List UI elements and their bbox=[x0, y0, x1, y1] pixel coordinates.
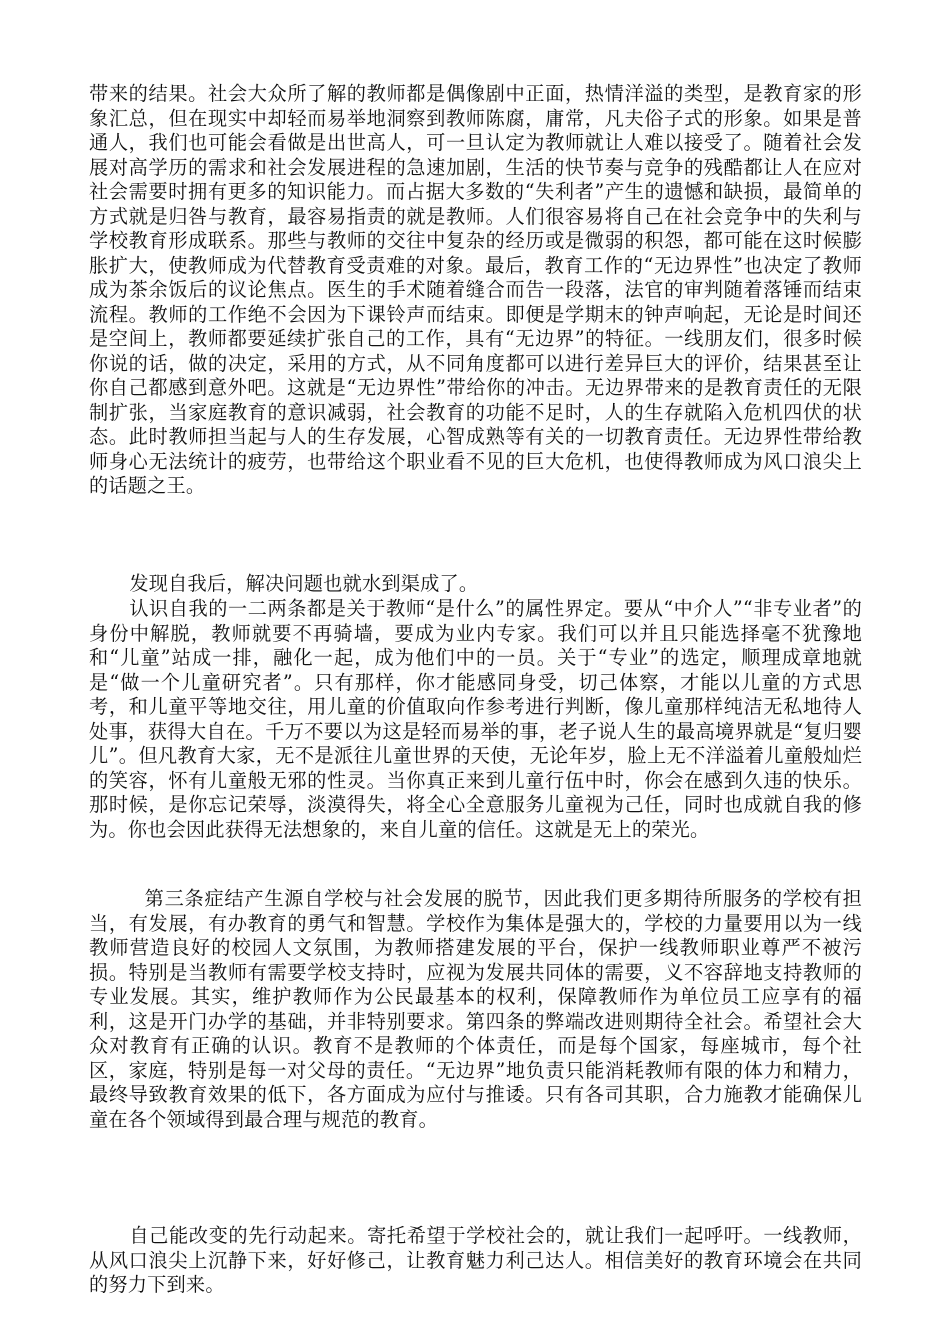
paragraph-child-researcher: 认识自我的一二两条都是关于教师“是什么”的属性界定。要从“中介人”“非专业者”的身份中解脱，教师就要不再骑墙，要成为业内专家。我们可以并且只能选择毫不犹豫地和“儿童”站成一排，融化一起，成为他们中的一员。关于“专业”的选定，顺理成章地就是“做一个儿童研究者”。只有那样，你才能感同身受，切己体察，才能以儿童的方式思考，和儿童平等地交往，用儿童的价值取向作参考进行判断，像儿童那样纯洁无私地待人处事，获得大自在。千万不要以为这是轻而易举的事，老子说人生的最高境界就是“复归婴儿”。但凡教育大家，无不是派往儿童世界的天使，无论年岁，脸上无不洋溢着儿童般灿烂的笑容，怀有儿童般无邪的性灵。当你真正来到儿童行伍中时，你会在感到久违的快乐。那时候，是你忘记荣辱，淡漠得失，将全心全意服务儿童视为己任，同时也成就自我的修为。你也会因此获得无法想象的，来自儿童的信任。这就是无上的荣光。 bbox=[89, 597, 862, 841]
paragraph-school-and-society: 第三条症结产生源自学校与社会发展的脱节，因此我们更多期待所服务的学校有担当，有发展，有办教育的勇气和智慧。学校作为集体是强大的，学校的力量要用以为一线教师营造良好的校园人文氛围，为教师搭建发展的平台，保护一线教师职业尊严不被污损。特别是当教师有需要学校支持时，应视为发展共同体的需要，义不容辞地支持教师的专业发展。其实，维护教师作为公民最基本的权利，保障教师作为单位员工应享有的福利，这是开门办学的基础，并非特别要求。第四条的弊端改进则期待全社会。希望社会大众对教育有正确的认识。教育不是教师的个体责任，而是每个国家，每座城市，每个社区，家庭，特别是每一对父母的责任。“无边界”地负责只能消耗教师有限的体力和精力，最终导致教育效果的低下，各方面成为应付与推诿。只有各司其职，合力施教才能确保儿童在各个领域得到最合理与规范的教育。 bbox=[89, 887, 862, 1131]
paragraph-self-discovery: 发现自我后，解决问题也就水到渠成了。 bbox=[129, 572, 479, 595]
document-page bbox=[89, 82, 862, 1323]
paragraph-boundless-nature: 带来的结果。社会大众所了解的教师都是偶像剧中正面，热情洋溢的类型，是教育家的形象汇总，但在现实中却轻而易举地洞察到教师陈腐，庸常，凡夫俗子式的形象。如果是普通人，我们也可能会看做是出世高人，可一旦认定为教师就让人难以接受了。随着社会发展对高学历的需求和社会发展进程的急速加剧，生活的快节奏与竞争的残酷都让人在应对社会需要时拥有更多的知识能力。而占据大多数的“失利者”产生的遗憾和缺损，最简单的方式就是归咎与教育，最容易指责的就是教师。人们很容易将自己在社会竞争中的失利与学校教育形成联系。那些与教师的交往中复杂的经历或是微弱的积怨，都可能在这时候膨胀扩大，使教师成为代替教育受责难的对象。最后，教育工作的“无边界性”也决定了教师成为茶余饭后的议论焦点。医生的手术随着缝合而告一段落，法官的审判随着落锤而结束流程。教师的工作绝不会因为下课铃声而结束。即便是学期末的钟声响起，无论是时间还是空间上，教师都要延续扩张自己的工作，具有“无边界”的特征。一线朋友们，很多时候你说的话，做的决定，采用的方式，从不同角度都可以进行差异巨大的评价，结果甚至让你自己都感到意外吧。这就是“无边界性”带给你的冲击。无边界带来的是教育责任的无限制扩张，当家庭教育的意识减弱，社会教育的功能不足时，人的生存就陷入危机四伏的状态。此时教师担当起与人的生存发展，心智成熟等有关的一切教育责任。无边界性带给教师身心无法统计的疲劳，也带给这个职业看不见的巨大危机，也使得教师成为风口浪尖上的话题之王。 bbox=[89, 82, 862, 497]
paragraph-call-to-action: 自己能改变的先行动起来。寄托希望于学校社会的，就让我们一起呼吁。一线教师，从风口浪尖上沉静下来，好好修己，让教育魅力利己达人。相信美好的教育环境会在共同的努力下到来。 bbox=[89, 1224, 862, 1296]
